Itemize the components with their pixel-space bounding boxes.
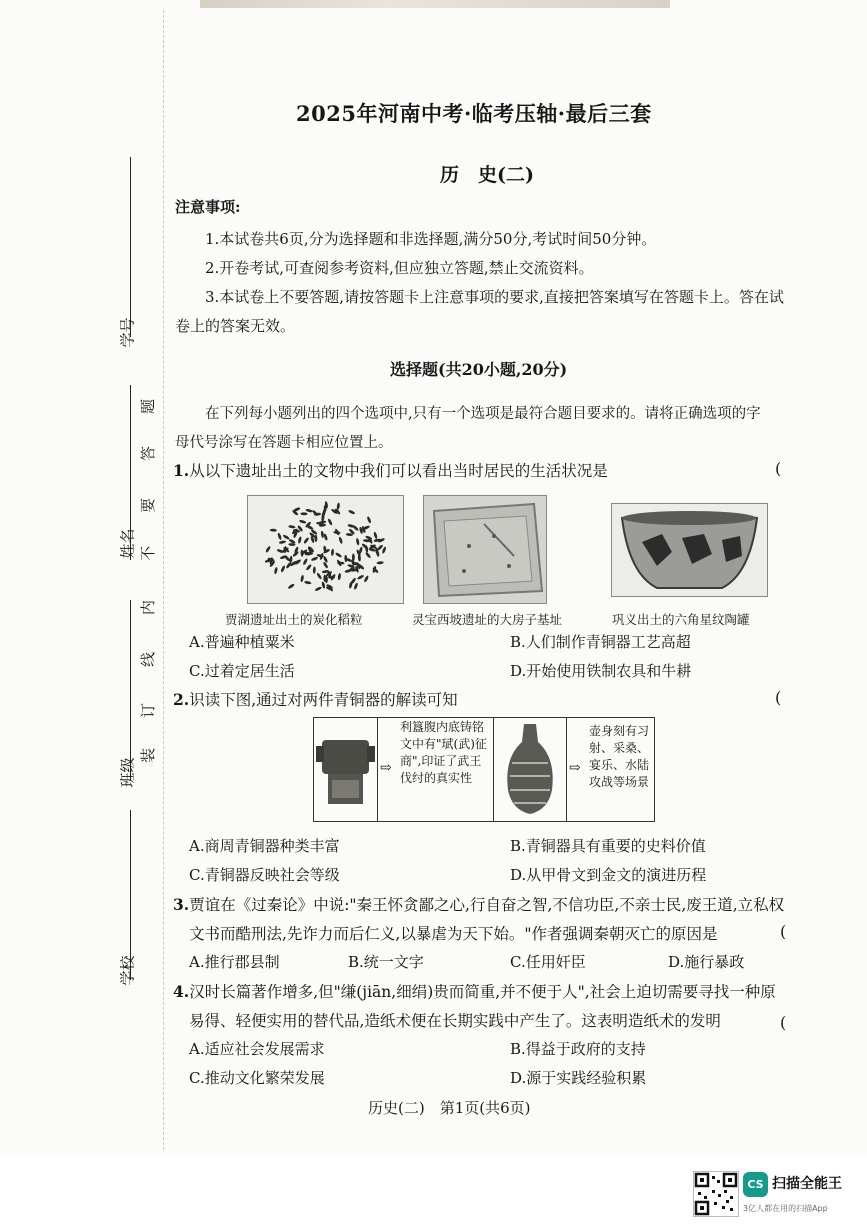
binding-fold-line — [163, 10, 164, 1150]
image-caption: 贾湖遗址出土的炭化稻粒 — [225, 612, 363, 627]
question-number: 2. — [173, 690, 190, 709]
scanner-brand: 扫描全能王 — [772, 1176, 842, 1192]
page-footer: 历史(二) 第1页(共6页) — [368, 1099, 531, 1117]
binding-warning-char: 题 — [139, 398, 158, 415]
option-b: B.得益于政府的支持 — [510, 1040, 646, 1058]
binding-warning-char: 要 — [139, 497, 158, 514]
diagram-box-2-text: 壶身刻有习射、采桑、宴乐、水陆攻战等场景 — [589, 724, 650, 789]
diagram-box-1 — [396, 718, 494, 821]
scanner-tagline: 3亿人都在用的扫描App — [743, 1204, 828, 1213]
option-d: D.开始使用铁制农具和牛耕 — [510, 662, 692, 680]
page-top-edge — [200, 0, 670, 8]
option-a: A.推行郡县制 — [189, 953, 280, 971]
question-3-stem — [173, 893, 823, 915]
option-a: A.适应社会发展需求 — [189, 1040, 325, 1058]
notice-rule: 3.本试卷上不要答题,请按答题卡上注意事项的要求,直接把答案填写在答题卡上。答在试 — [205, 288, 784, 306]
class-label: 班级 — [118, 757, 137, 788]
qr-code-icon — [693, 1171, 739, 1217]
question-number: 4. — [173, 982, 190, 1001]
question-4-stem — [173, 980, 823, 1002]
binding-warning-char: 线 — [139, 651, 158, 668]
answer-paren: ( — [780, 922, 787, 941]
question-4-stem-continuation: 易得、轻便实用的替代品,造纸术便在长期实践中产生了。这表明造纸术的发明 — [189, 1012, 721, 1030]
bronze-hu-vessel-image — [494, 718, 567, 821]
school-label: 学校 — [118, 955, 137, 986]
question-1-stem — [173, 459, 608, 481]
student-id-fill-line — [130, 157, 131, 337]
option-a: A.商周青铜器种类丰富 — [189, 837, 340, 855]
binding-warning-char: 内 — [139, 599, 158, 616]
subject-title: 历 史(二) — [440, 164, 534, 186]
hexagram-pottery-jar-photo — [611, 503, 768, 597]
option-b: B.统一文字 — [348, 953, 424, 971]
notice-rule: 2.开卷考试,可查阅参考资料,但应独立答题,禁止交流资料。 — [205, 259, 594, 277]
answer-paren: ( — [775, 688, 782, 707]
option-c: C.任用奸臣 — [510, 953, 586, 971]
question-2-stem — [173, 688, 458, 710]
binding-warning-char: 订 — [139, 702, 158, 719]
section-instruction: 在下列每小题列出的四个选项中,只有一个选项是最符合题目要求的。请将正确选项的字 — [205, 406, 761, 422]
answer-paren: ( — [780, 1013, 787, 1032]
diagram-box-2 — [584, 718, 654, 821]
question-text: 从以下遗址出土的文物中我们可以看出当时居民的生活状况是 — [189, 462, 608, 480]
binding-warning-char: 装 — [139, 747, 158, 764]
binding-warning-char: 答 — [139, 445, 158, 462]
student-id-label: 学号 — [118, 317, 137, 348]
option-c: C.过着定居生活 — [189, 662, 295, 680]
notice-rule-continuation: 卷上的答案无效。 — [175, 317, 296, 335]
house-foundation-photo — [423, 495, 547, 604]
answer-paren: ( — [775, 459, 782, 478]
option-b: B.人们制作青铜器工艺高超 — [510, 633, 691, 651]
question-number: 1. — [173, 461, 190, 480]
notice-rule: 1.本试卷共6页,分为选择题和非选择题,满分50分,考试时间50分钟。 — [205, 230, 657, 248]
question-text: 识读下图,通过对两件青铜器的解读可知 — [189, 691, 458, 709]
option-a: A.普遍种植粟米 — [189, 633, 295, 651]
option-d: D.施行暴政 — [668, 953, 745, 971]
bronze-ware-diagram — [313, 717, 655, 822]
image-caption: 巩义出土的六角星纹陶罐 — [612, 612, 750, 627]
binding-warning-char: 不 — [139, 545, 158, 562]
option-c: C.推动文化繁荣发展 — [189, 1069, 325, 1087]
arrow-right-icon: ⇨ — [380, 760, 392, 776]
image-caption: 灵宝西坡遗址的大房子基址 — [412, 612, 563, 627]
option-d: D.从甲骨文到金文的演进历程 — [510, 866, 707, 884]
option-b: B.青铜器具有重要的史料价值 — [510, 837, 706, 855]
camscanner-logo-icon: CS — [743, 1172, 768, 1197]
exam-title: 2025年河南中考·临考压轴·最后三套 — [296, 101, 652, 126]
section-instruction-continuation: 母代号涂写在答题卡相应位置上。 — [175, 435, 393, 451]
arrow-right-icon: ⇨ — [569, 760, 581, 776]
option-c: C.青铜器反映社会等级 — [189, 866, 340, 884]
question-3-stem-continuation: 文书而酷刑法,先诈力而后仁义,以暴虐为天下始。"作者强调秦朝灭亡的原因是 — [189, 925, 718, 943]
notice-heading: 注意事项: — [175, 198, 241, 216]
name-label: 姓名 — [118, 528, 137, 559]
option-d: D.源于实践经验积累 — [510, 1069, 647, 1087]
question-text: 汉时长篇著作增多,但"缣(jiān,细绢)贵而简重,并不便于人",社会上迫切需要寻找一种原 — [189, 983, 776, 1001]
diagram-box-1-text: 利簋腹内底铸铭文中有"珷(武)征商",印证了武王伐纣的真实性 — [400, 720, 487, 785]
carbonized-rice-grains-photo — [247, 495, 404, 604]
question-number: 3. — [173, 895, 190, 914]
question-text: 贾谊在《过秦论》中说:"秦王怀贪鄙之心,行自奋之智,不信功臣,不亲士民,废王道,立私权 — [189, 896, 785, 914]
section-title: 选择题(共20小题,20分) — [390, 360, 568, 379]
class-fill-line — [130, 600, 131, 780]
li-gui-vessel-image — [314, 718, 378, 821]
